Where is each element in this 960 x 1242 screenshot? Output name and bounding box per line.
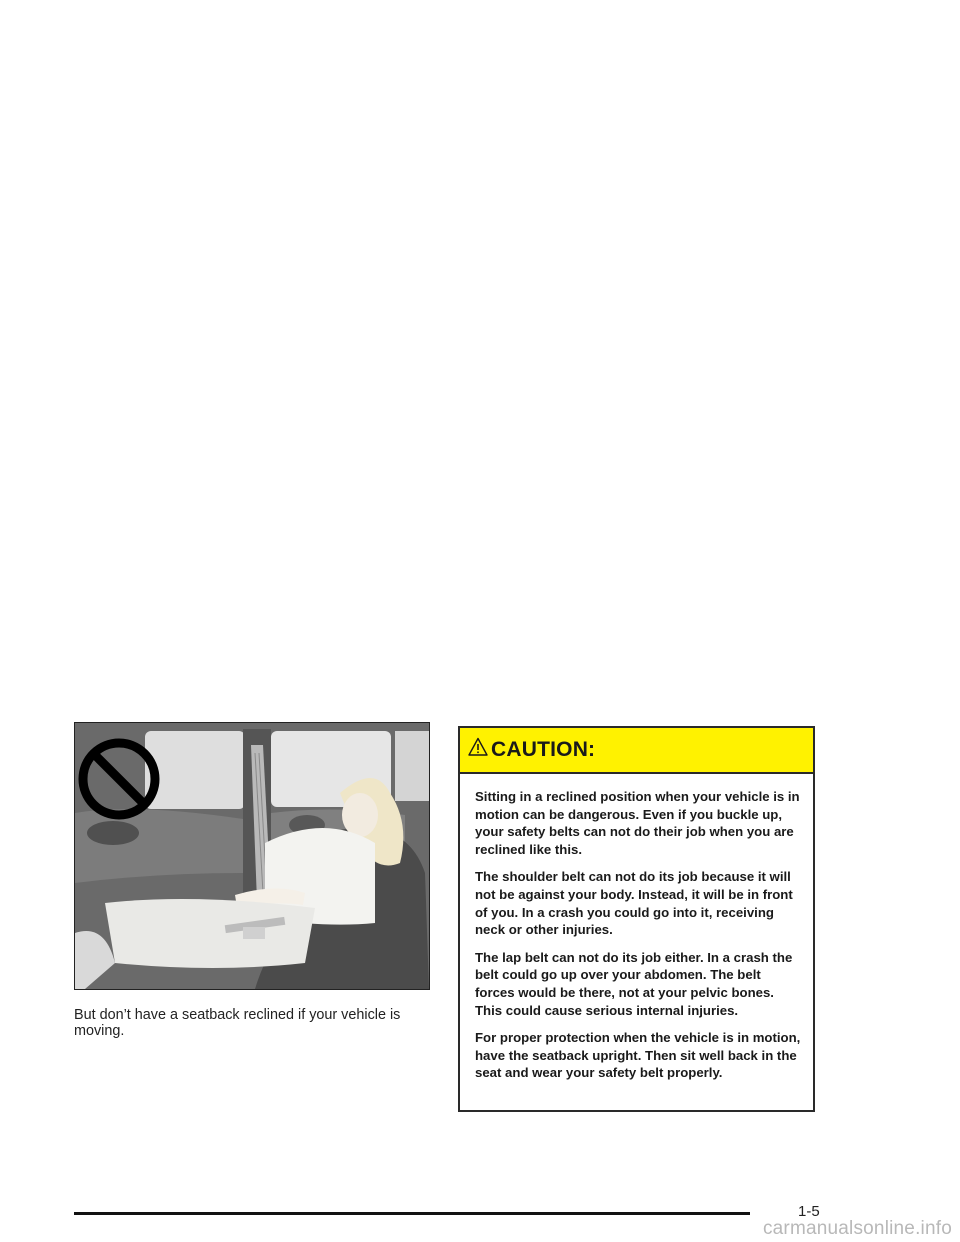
figure-caption: But don’t have a seatback reclined if your vehicle is moving. [74, 1007, 401, 1039]
caution-paragraph: For proper protection when the vehicle is in motion, have the seatback upright. Then sit well back in the seat and wear your safety belt properly. [475, 1030, 801, 1081]
caution-paragraph: Sitting in a reclined position when your vehicle is in motion can be dangerous. Even if you buckle up, your safety belts can not do their job when you are reclined like this. [475, 789, 800, 857]
caution-paragraph: The lap belt can not do its job either. In a crash the belt could go up over your abdomen. The belt forces would be there, not at your pelvic bones. This could cause serious internal injuries. [475, 949, 793, 1018]
caution-header [460, 728, 813, 774]
reclined-passenger-illustration [74, 722, 430, 990]
caution-box [458, 726, 815, 1112]
watermark: carmanualsonline.info [762, 1218, 952, 1239]
caution-body [460, 774, 813, 1082]
page-number: 1-5 [798, 1203, 820, 1220]
warning-triangle-icon [468, 737, 488, 757]
caution-paragraph: The shoulder belt can not do its job because it will not be against your body. Instead, it will be in front of you. In a crash you could go into it, receiving neck or other injuries. [475, 869, 793, 938]
caution-title: CAUTION: [491, 738, 596, 761]
footer-rule [74, 1212, 750, 1215]
